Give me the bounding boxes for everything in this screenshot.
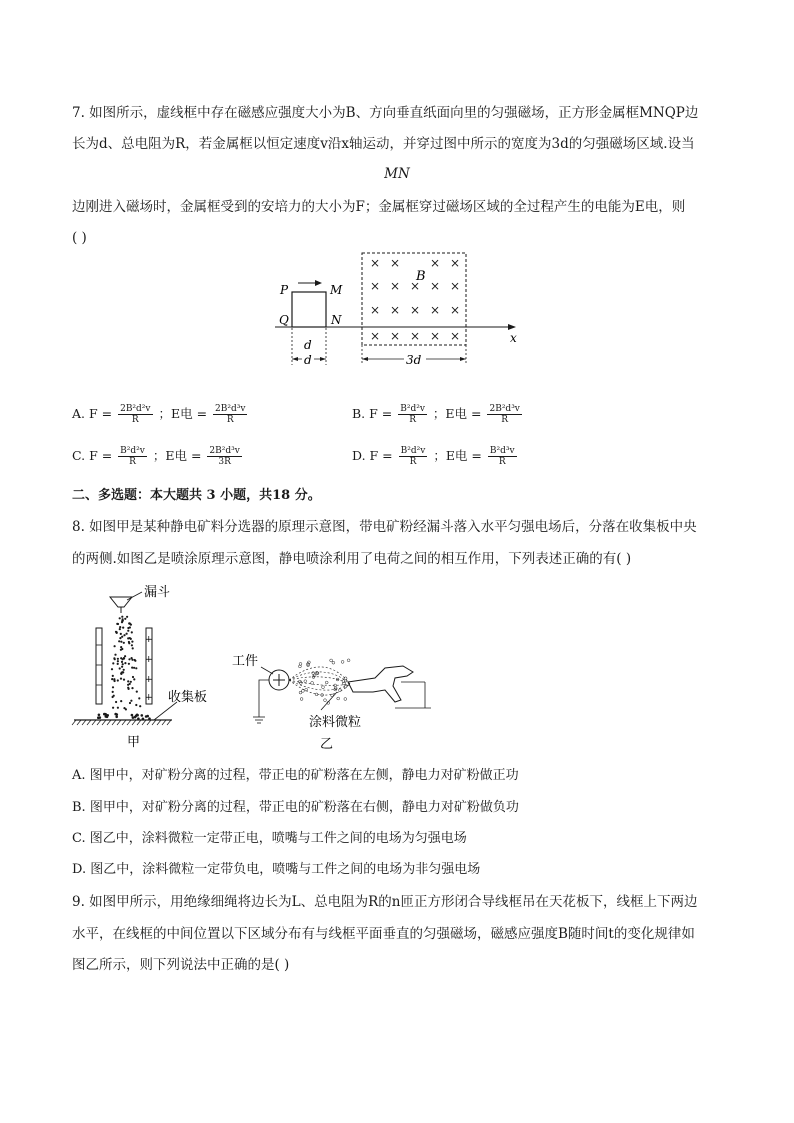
ore-particle (124, 618, 126, 620)
ore-pile (98, 714, 101, 717)
field-cross: × (430, 279, 441, 293)
q7-line-4: 边刚进入磁场时，金属框受到的安培力的大小为F；金属框穿过磁场区域的全过程产生的电能为E电，则 (72, 199, 686, 215)
field-cross: × (450, 303, 461, 317)
svg-text:+: + (145, 635, 153, 645)
label-jia: 甲 (127, 735, 141, 750)
label-M: M (330, 283, 343, 297)
ore-particle (112, 686, 114, 688)
field-cross: × (430, 303, 441, 317)
q8-line-2: 的两侧.如图乙是喷涂原理示意图，静电喷涂利用了电荷之间的相互作用，下列表述正确的有( ) (72, 551, 632, 567)
ore-particle (122, 663, 124, 665)
ore-particle (117, 707, 119, 709)
paint-particle (344, 698, 347, 701)
q7-option-a[interactable]: A. F = $\frac{\text{2B²d²v}}{R}$ ；E电 = $\frac{\text{2B²d³v}}{R}$ (72, 404, 246, 425)
ore-pile (104, 713, 107, 716)
ore-particle (115, 631, 117, 633)
ore-particle (119, 667, 121, 669)
field-cross: × (390, 329, 401, 343)
ore-particle (111, 678, 113, 680)
ore-particle (127, 684, 129, 686)
label-d1: d (304, 338, 312, 352)
ore-particle (120, 700, 122, 702)
paint-particle (304, 680, 307, 683)
label-Q: Q (279, 313, 289, 327)
ore-particle (128, 641, 130, 643)
ore-particle (120, 672, 122, 674)
q8-option-d[interactable]: D. 图乙中，涂料微粒一定带负电，喷嘴与工件之间的电场为非匀强电场 (72, 862, 481, 877)
ore-particle (138, 697, 140, 699)
q7-option-c[interactable]: C. F = $\frac{\text{B²d²v}}{R}$ ；E电 = $\frac{\text{2B²d³v}}{3R}$ (72, 446, 240, 467)
ore-particle (136, 691, 138, 693)
ore-particle (112, 675, 114, 677)
ore-pile (99, 716, 102, 719)
q8-figure-jia (72, 580, 222, 750)
ore-particle (129, 626, 131, 628)
paint-particle (322, 686, 325, 689)
field-cross: × (370, 303, 381, 317)
ore-particle (134, 660, 136, 662)
ore-particle (121, 636, 123, 638)
ore-particle (119, 637, 121, 639)
ore-particle (121, 616, 123, 618)
label-plate: 收集板 (168, 690, 208, 705)
ore-particle (114, 654, 116, 656)
ore-particle (135, 667, 137, 669)
ore-particle (112, 707, 114, 709)
svg-text:+: + (145, 655, 153, 665)
label-funnel: 漏斗 (144, 585, 171, 600)
q7-line-2: 长为d、总电阻为R，若金属框以恒定速度v沿x轴运动，并穿过图中所示的宽度为3d的匀强磁场区域.设当 (72, 136, 695, 152)
ore-particle (123, 642, 125, 644)
q7-figure (270, 250, 530, 370)
ore-pile (136, 714, 139, 717)
field-cross: × (390, 279, 401, 293)
ore-pile (146, 715, 149, 718)
label-particles: 涂料微粒 (309, 715, 362, 730)
ore-particle (122, 618, 124, 620)
paint-particle (325, 681, 328, 684)
ore-particle (120, 678, 122, 680)
field-cross: × (450, 256, 461, 270)
field-cross: × (430, 329, 441, 343)
ore-particle (131, 631, 133, 633)
q9-line-2: 水平，在线框的中间位置以下区域分布有与线框平面垂直的匀强磁场，磁感应强度B随时间t的变化规律如 (72, 926, 695, 942)
ore-particle (132, 647, 134, 649)
ore-particle (127, 680, 129, 682)
ore-particle (128, 622, 130, 624)
ore-particle (112, 691, 114, 693)
q7-option-d[interactable]: D. F = $\frac{\text{B²d²v}}{R}$ ；E电 = $\frac{\text{B²d³v}}{R}$ (352, 446, 515, 467)
q8-option-a[interactable]: A. 图甲中，对矿粉分离的过程，带正电的矿粉落在左侧，静电力对矿粉做正功 (72, 768, 519, 783)
q7-line-3: MN (384, 166, 410, 182)
ore-particle (121, 648, 123, 650)
field-cross: × (410, 303, 421, 317)
ore-particle (123, 679, 125, 681)
q7-option-b[interactable]: B. F = $\frac{\text{B²d²v}}{R}$ ；E电 = $\frac{\text{2B²d³v}}{R}$ (352, 404, 520, 425)
ore-particle (131, 667, 133, 669)
q9-line-3: 图乙所示，则下列说法中正确的是( ) (72, 957, 290, 973)
ore-particle (120, 646, 122, 648)
label-x: x (510, 331, 517, 345)
ore-pile (115, 716, 118, 719)
ore-particle (122, 627, 124, 629)
ore-particle (127, 687, 129, 689)
paint-particle (341, 661, 344, 664)
ore-particle (123, 669, 125, 671)
ore-particle (117, 663, 119, 665)
ore-particle (131, 659, 133, 661)
ore-particle (131, 644, 133, 646)
field-cross: × (370, 256, 381, 270)
field-cross: × (390, 303, 401, 317)
ore-particle (119, 628, 121, 630)
ore-particle (128, 663, 130, 665)
paint-particle (324, 699, 327, 702)
ore-particle (139, 705, 141, 707)
q7-line-1: 7. 如图所示，虚线框中存在磁感应强度大小为B、方向垂直纸面向里的匀强磁场，正方形金属框MNQP边 (72, 105, 699, 121)
ore-particle (124, 662, 126, 664)
paint-particle (344, 677, 347, 680)
ore-pile (114, 713, 117, 716)
ore-particle (114, 645, 116, 647)
ore-particle (129, 702, 131, 704)
label-B: B (416, 269, 426, 284)
field-cross: × (430, 256, 441, 270)
ore-particle (122, 671, 124, 673)
ore-particle (120, 657, 122, 659)
ore-particle (126, 633, 128, 635)
field-cross: × (450, 329, 461, 343)
ore-particle (127, 637, 129, 639)
ore-particle (111, 668, 113, 670)
field-cross: × (390, 256, 401, 270)
section-heading: 二、多选题：本大题共 3 小题，共18 分。 (72, 488, 321, 503)
paint-particle (330, 659, 333, 662)
ore-particle (115, 701, 117, 703)
ore-particle (113, 657, 115, 659)
label-3d: 3d (406, 353, 422, 367)
ore-particle (131, 687, 133, 689)
ore-particle (130, 700, 132, 702)
ore-particle (131, 641, 133, 643)
field-cross: × (410, 329, 421, 343)
ore-particle (117, 660, 119, 662)
paint-particle (311, 682, 314, 685)
q8-option-b[interactable]: B. 图甲中，对矿粉分离的过程，带正电的矿粉落在右侧，静电力对矿粉做负功 (72, 800, 519, 815)
ore-particle (118, 640, 120, 642)
q9-line-1: 9. 如图甲所示，用绝缘细绳将边长为L、总电阻为R的n匝正方形闭合导线框吊在天花板下，线框上下两边 (72, 894, 698, 910)
paint-particle (300, 698, 303, 701)
ore-particle (120, 641, 122, 643)
field-cross: × (370, 329, 381, 343)
field-cross: × (450, 279, 461, 293)
field-cross: × (370, 279, 381, 293)
label-yi: 乙 (320, 737, 334, 752)
paint-particle (339, 689, 342, 692)
ore-particle (113, 695, 115, 697)
ore-particle (117, 679, 119, 681)
ore-particle (135, 704, 137, 706)
q8-line-1: 8. 如图甲是某种静电矿料分选器的原理示意图，带电矿粉经漏斗落入水平匀强电场后，分落在收集板中央 (72, 519, 697, 535)
paint-particle (332, 661, 335, 664)
ore-particle (112, 662, 114, 664)
paint-particle (337, 697, 340, 700)
ore-particle (123, 634, 125, 636)
label-workpiece: 工件 (232, 654, 259, 669)
ore-particle (119, 626, 121, 628)
ore-particle (130, 681, 132, 683)
ore-pile (132, 716, 135, 719)
ore-particle (132, 676, 134, 678)
ore-particle (123, 707, 125, 709)
ore-particle (124, 655, 126, 657)
q8-option-c[interactable]: C. 图乙中，涂料微粒一定带正电，喷嘴与工件之间的电场为匀强电场 (72, 831, 467, 846)
ore-particle (127, 630, 129, 632)
svg-text:+: + (145, 693, 153, 703)
ore-particle (121, 666, 123, 668)
field-cross: × (410, 279, 421, 293)
ore-particle (120, 633, 122, 635)
ore-particle (114, 680, 116, 682)
label-N: N (331, 313, 342, 327)
ore-pile (141, 714, 144, 717)
ore-particle (133, 678, 135, 680)
ore-particle (121, 661, 123, 663)
ore-particle (117, 623, 119, 625)
ore-particle (128, 658, 130, 660)
paint-particle (302, 690, 305, 693)
label-P: P (280, 283, 289, 297)
paint-particle (347, 659, 350, 662)
q7-line-5: ( ) (72, 230, 87, 246)
ore-particle (126, 616, 128, 618)
ore-pile (131, 714, 134, 717)
q8-figure-yi (232, 642, 440, 752)
svg-text:+: + (145, 675, 153, 685)
ore-particle (119, 617, 121, 619)
metal-frame (292, 292, 326, 327)
label-d2: d (304, 353, 312, 367)
ore-particle (133, 667, 135, 669)
ore-particle (117, 658, 119, 660)
